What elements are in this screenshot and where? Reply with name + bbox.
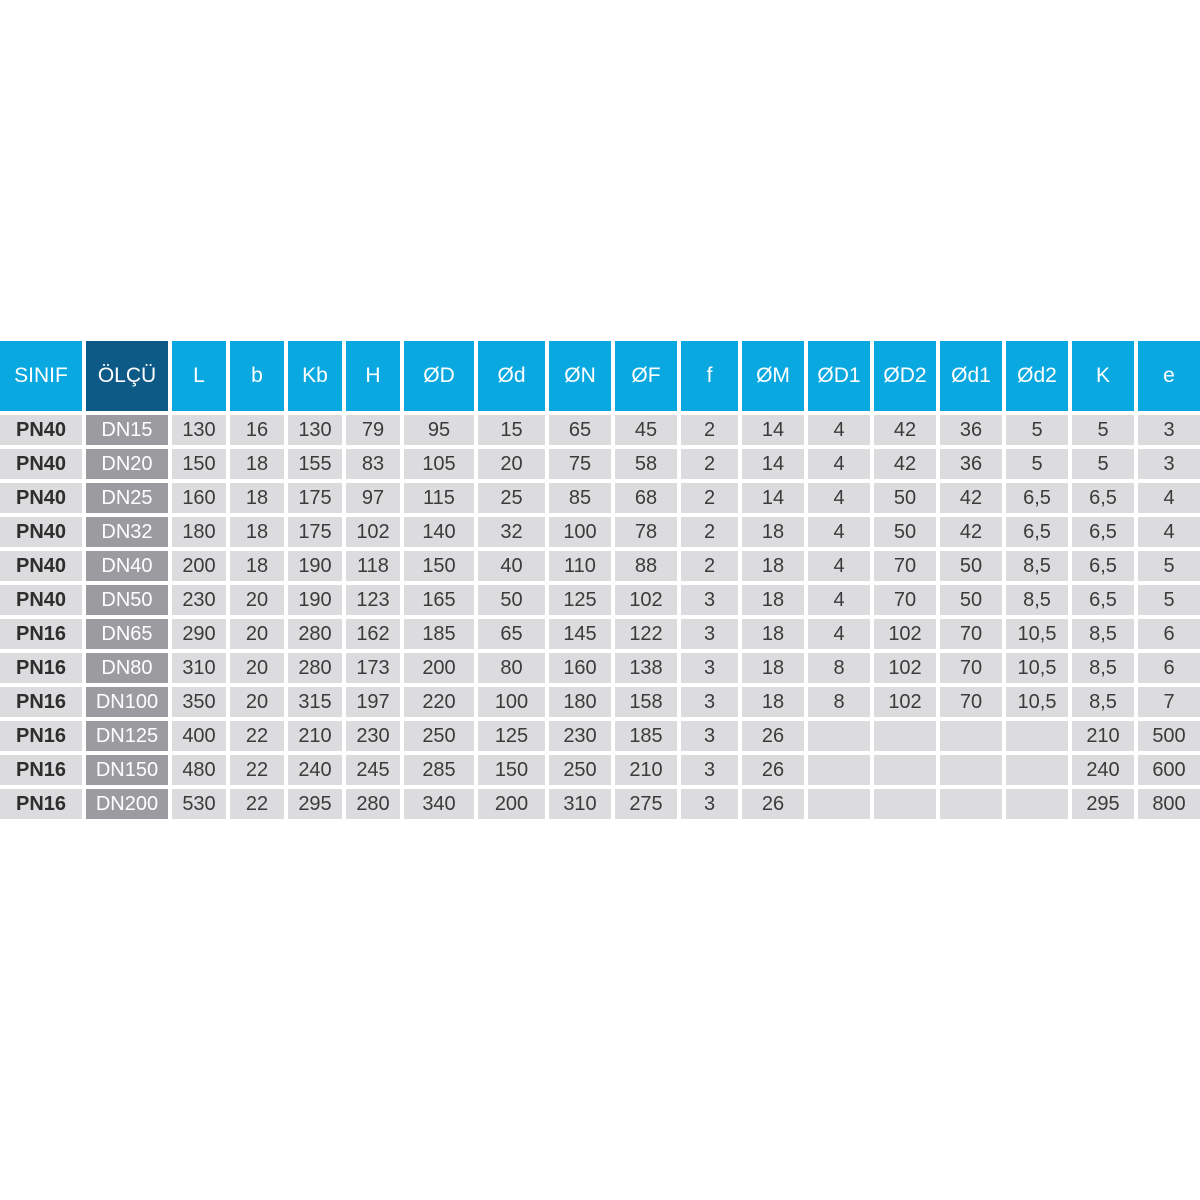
sinif-cell: PN40 (0, 585, 82, 615)
table-cell: 10,5 (1006, 619, 1068, 649)
table-cell: 26 (742, 789, 804, 819)
table-cell: 3 (681, 789, 738, 819)
table-cell: 3 (681, 653, 738, 683)
table-cell: 160 (549, 653, 611, 683)
olcu-cell: DN100 (86, 687, 168, 717)
table-cell: 70 (940, 653, 1002, 683)
table-cell: 50 (874, 517, 936, 547)
table-cell: 85 (549, 483, 611, 513)
table-cell: 3 (681, 585, 738, 615)
table-cell: 20 (230, 653, 284, 683)
table-cell: 210 (1072, 721, 1134, 751)
olcu-cell: DN40 (86, 551, 168, 581)
table-cell: 530 (172, 789, 226, 819)
table-cell: 50 (940, 585, 1002, 615)
table-cell: 6,5 (1072, 483, 1134, 513)
table-cell: 22 (230, 789, 284, 819)
table-cell: 5 (1072, 415, 1134, 445)
table-cell: 2 (681, 483, 738, 513)
sinif-cell: PN16 (0, 755, 82, 785)
table-cell: 65 (478, 619, 545, 649)
table-cell: 140 (404, 517, 474, 547)
table-cell: 8 (808, 687, 870, 717)
column-header-14: Ød1 (940, 341, 1002, 411)
table-cell: 8,5 (1006, 585, 1068, 615)
table-cell: 100 (549, 517, 611, 547)
table-cell: 42 (874, 415, 936, 445)
sinif-cell: PN40 (0, 415, 82, 445)
table-cell: 123 (346, 585, 400, 615)
table-cell: 79 (346, 415, 400, 445)
sinif-cell: PN16 (0, 721, 82, 751)
column-header-17: e (1138, 341, 1200, 411)
table-cell: 50 (478, 585, 545, 615)
table-row (0, 517, 1200, 547)
table-cell (808, 721, 870, 751)
table-cell: 600 (1138, 755, 1200, 785)
table-cell: 4 (808, 585, 870, 615)
table-cell: 5 (1006, 415, 1068, 445)
table-cell: 18 (230, 483, 284, 513)
table-cell: 210 (288, 721, 342, 751)
table-cell: 4 (1138, 517, 1200, 547)
table-cell: 197 (346, 687, 400, 717)
table-cell (808, 755, 870, 785)
table-cell (940, 721, 1002, 751)
table-cell (874, 721, 936, 751)
table-cell: 15 (478, 415, 545, 445)
table-cell: 4 (808, 551, 870, 581)
column-header-3: b (230, 341, 284, 411)
table-cell: 2 (681, 449, 738, 479)
table-cell: 4 (808, 415, 870, 445)
table-row (0, 483, 1200, 513)
table-cell (874, 755, 936, 785)
table-cell: 6,5 (1072, 551, 1134, 581)
table-cell: 5 (1138, 585, 1200, 615)
table-cell: 230 (172, 585, 226, 615)
sinif-cell: PN16 (0, 687, 82, 717)
table-cell: 10,5 (1006, 653, 1068, 683)
table-cell: 173 (346, 653, 400, 683)
table-cell: 240 (288, 755, 342, 785)
table-cell: 8,5 (1072, 653, 1134, 683)
table-cell: 42 (940, 483, 1002, 513)
header-row (0, 341, 1200, 411)
table-cell: 3 (1138, 449, 1200, 479)
table-cell: 50 (874, 483, 936, 513)
table-cell: 130 (172, 415, 226, 445)
table-cell: 18 (742, 619, 804, 649)
table-row (0, 619, 1200, 649)
table-cell: 14 (742, 449, 804, 479)
table-cell: 480 (172, 755, 226, 785)
olcu-cell: DN50 (86, 585, 168, 615)
table-cell: 20 (478, 449, 545, 479)
table-cell: 150 (478, 755, 545, 785)
table-row (0, 585, 1200, 615)
table-cell: 125 (478, 721, 545, 751)
table-cell: 500 (1138, 721, 1200, 751)
column-header-8: ØN (549, 341, 611, 411)
table-cell: 245 (346, 755, 400, 785)
table-cell: 230 (549, 721, 611, 751)
table-cell: 6,5 (1072, 517, 1134, 547)
sinif-cell: PN16 (0, 619, 82, 649)
table-cell: 115 (404, 483, 474, 513)
table-cell: 150 (172, 449, 226, 479)
table-cell: 185 (404, 619, 474, 649)
table-cell: 150 (404, 551, 474, 581)
table-cell: 200 (172, 551, 226, 581)
table-cell: 70 (940, 619, 1002, 649)
table-cell: 185 (615, 721, 677, 751)
table-cell: 3 (681, 619, 738, 649)
table-cell: 45 (615, 415, 677, 445)
table-cell (940, 789, 1002, 819)
table-row (0, 755, 1200, 785)
table-cell: 8,5 (1072, 619, 1134, 649)
table-cell: 250 (549, 755, 611, 785)
sinif-cell: PN16 (0, 789, 82, 819)
table-cell: 6 (1138, 653, 1200, 683)
olcu-cell: DN80 (86, 653, 168, 683)
table-cell: 6,5 (1072, 585, 1134, 615)
olcu-cell: DN200 (86, 789, 168, 819)
sinif-cell: PN40 (0, 551, 82, 581)
table-cell: 290 (172, 619, 226, 649)
table-row (0, 789, 1200, 819)
column-header-10: f (681, 341, 738, 411)
table-body (0, 415, 1200, 819)
column-header-4: Kb (288, 341, 342, 411)
table-cell: 280 (288, 619, 342, 649)
table-cell: 250 (404, 721, 474, 751)
table-cell: 95 (404, 415, 474, 445)
table-cell: 25 (478, 483, 545, 513)
table-cell: 68 (615, 483, 677, 513)
olcu-cell: DN65 (86, 619, 168, 649)
table-cell: 3 (681, 721, 738, 751)
table-cell (1006, 789, 1068, 819)
table-cell: 175 (288, 517, 342, 547)
sinif-cell: PN40 (0, 449, 82, 479)
table-row (0, 687, 1200, 717)
column-header-11: ØM (742, 341, 804, 411)
table-cell: 315 (288, 687, 342, 717)
column-header-6: ØD (404, 341, 474, 411)
table-cell: 105 (404, 449, 474, 479)
table-cell: 8,5 (1006, 551, 1068, 581)
olcu-cell: DN15 (86, 415, 168, 445)
table-cell: 145 (549, 619, 611, 649)
table-row (0, 653, 1200, 683)
table-cell: 78 (615, 517, 677, 547)
table-cell: 70 (874, 585, 936, 615)
sinif-cell: PN40 (0, 517, 82, 547)
table-cell: 138 (615, 653, 677, 683)
table-header (0, 341, 1200, 411)
olcu-cell: DN150 (86, 755, 168, 785)
table-cell: 190 (288, 551, 342, 581)
table-cell: 83 (346, 449, 400, 479)
column-header-2: L (172, 341, 226, 411)
table-cell: 158 (615, 687, 677, 717)
table-cell: 3 (681, 687, 738, 717)
table-cell: 10,5 (1006, 687, 1068, 717)
table-cell: 400 (172, 721, 226, 751)
column-header-7: Ød (478, 341, 545, 411)
olcu-cell: DN125 (86, 721, 168, 751)
table-cell: 275 (615, 789, 677, 819)
olcu-cell: DN20 (86, 449, 168, 479)
table-cell: 295 (288, 789, 342, 819)
table-cell: 130 (288, 415, 342, 445)
olcu-cell: DN32 (86, 517, 168, 547)
column-header-15: Ød2 (1006, 341, 1068, 411)
table-cell: 162 (346, 619, 400, 649)
table-cell: 75 (549, 449, 611, 479)
table-cell: 36 (940, 415, 1002, 445)
sinif-cell: PN16 (0, 653, 82, 683)
column-header-16: K (1072, 341, 1134, 411)
table-cell: 42 (940, 517, 1002, 547)
table-cell: 180 (549, 687, 611, 717)
table-cell: 14 (742, 483, 804, 513)
table-cell: 118 (346, 551, 400, 581)
table-cell (1006, 755, 1068, 785)
table-cell: 6,5 (1006, 517, 1068, 547)
table-cell: 18 (742, 653, 804, 683)
table-cell: 110 (549, 551, 611, 581)
table-cell: 6,5 (1006, 483, 1068, 513)
table-cell: 310 (549, 789, 611, 819)
table-cell: 36 (940, 449, 1002, 479)
table-cell: 3 (1138, 415, 1200, 445)
column-header-12: ØD1 (808, 341, 870, 411)
table-cell: 40 (478, 551, 545, 581)
table-cell: 285 (404, 755, 474, 785)
table-cell: 180 (172, 517, 226, 547)
olcu-cell: DN25 (86, 483, 168, 513)
table-cell: 220 (404, 687, 474, 717)
table-cell: 20 (230, 585, 284, 615)
table-cell: 18 (230, 551, 284, 581)
table-cell: 8,5 (1072, 687, 1134, 717)
table-cell: 18 (742, 585, 804, 615)
table-cell: 18 (230, 449, 284, 479)
table-cell (940, 755, 1002, 785)
table-row (0, 551, 1200, 581)
table-cell: 350 (172, 687, 226, 717)
table-cell: 65 (549, 415, 611, 445)
table-cell: 125 (549, 585, 611, 615)
column-header-13: ØD2 (874, 341, 936, 411)
table-cell: 42 (874, 449, 936, 479)
column-header-olcu: ÖLÇÜ (86, 341, 168, 411)
table-cell: 102 (615, 585, 677, 615)
table-cell: 102 (346, 517, 400, 547)
table-cell: 26 (742, 721, 804, 751)
table-cell: 80 (478, 653, 545, 683)
table-cell: 14 (742, 415, 804, 445)
table-cell: 3 (681, 755, 738, 785)
table-cell: 160 (172, 483, 226, 513)
table-cell: 4 (808, 483, 870, 513)
table-cell: 100 (478, 687, 545, 717)
table-cell: 4 (808, 449, 870, 479)
table-cell: 18 (230, 517, 284, 547)
table-cell: 88 (615, 551, 677, 581)
table-cell: 340 (404, 789, 474, 819)
table-cell: 97 (346, 483, 400, 513)
table-cell: 5 (1072, 449, 1134, 479)
table-cell (1006, 721, 1068, 751)
table-cell: 165 (404, 585, 474, 615)
table-cell: 5 (1138, 551, 1200, 581)
table-cell: 102 (874, 653, 936, 683)
table-cell: 280 (288, 653, 342, 683)
table-cell: 280 (346, 789, 400, 819)
table-cell: 4 (808, 517, 870, 547)
table-cell: 2 (681, 415, 738, 445)
table-cell: 18 (742, 551, 804, 581)
table-cell: 6 (1138, 619, 1200, 649)
column-header-9: ØF (615, 341, 677, 411)
table-cell: 2 (681, 517, 738, 547)
table-cell: 20 (230, 619, 284, 649)
table-cell: 200 (404, 653, 474, 683)
table-cell: 16 (230, 415, 284, 445)
table-cell: 102 (874, 687, 936, 717)
table-cell: 210 (615, 755, 677, 785)
table-cell: 5 (1006, 449, 1068, 479)
table-cell: 7 (1138, 687, 1200, 717)
table-row (0, 449, 1200, 479)
table-cell: 18 (742, 687, 804, 717)
table-cell: 22 (230, 721, 284, 751)
table-cell: 155 (288, 449, 342, 479)
table-cell: 8 (808, 653, 870, 683)
table-row (0, 415, 1200, 445)
table-cell: 4 (1138, 483, 1200, 513)
table-cell: 102 (874, 619, 936, 649)
sinif-cell: PN40 (0, 483, 82, 513)
table-cell: 20 (230, 687, 284, 717)
table-cell: 800 (1138, 789, 1200, 819)
table-cell: 200 (478, 789, 545, 819)
specification-table (0, 337, 1200, 823)
table-cell: 32 (478, 517, 545, 547)
table-cell: 2 (681, 551, 738, 581)
table-cell: 190 (288, 585, 342, 615)
table-cell (808, 789, 870, 819)
column-header-sinif: SINIF (0, 341, 82, 411)
table-cell: 18 (742, 517, 804, 547)
table-cell: 26 (742, 755, 804, 785)
table-cell: 50 (940, 551, 1002, 581)
column-header-5: H (346, 341, 400, 411)
table-cell: 58 (615, 449, 677, 479)
table-cell (874, 789, 936, 819)
table-cell: 4 (808, 619, 870, 649)
table-cell: 175 (288, 483, 342, 513)
table-cell: 230 (346, 721, 400, 751)
table-row (0, 721, 1200, 751)
table-cell: 310 (172, 653, 226, 683)
table-cell: 295 (1072, 789, 1134, 819)
table-cell: 70 (874, 551, 936, 581)
table-cell: 240 (1072, 755, 1134, 785)
table-cell: 70 (940, 687, 1002, 717)
table-cell: 122 (615, 619, 677, 649)
table-cell: 22 (230, 755, 284, 785)
